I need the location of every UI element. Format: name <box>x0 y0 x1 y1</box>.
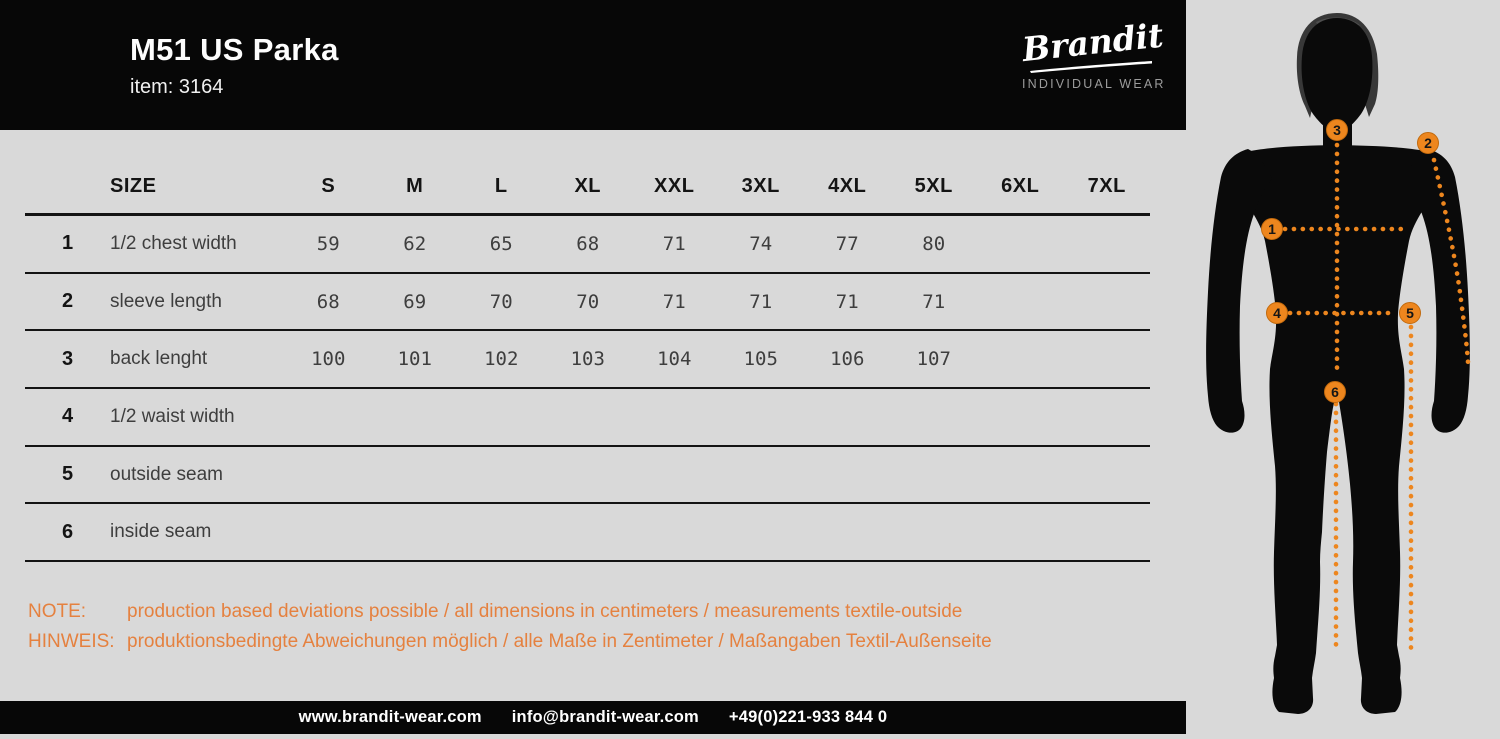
measure-marker-number: 6 <box>1331 384 1339 400</box>
measurement-value: 71 <box>749 290 773 313</box>
row-number: 3 <box>61 347 74 370</box>
measurement-figure <box>1180 0 1500 734</box>
measure-marker-number: 3 <box>1333 122 1341 138</box>
body-silhouette-diagram <box>1180 0 1500 734</box>
measurement-value: 68 <box>576 232 600 255</box>
row-number: 5 <box>61 463 74 486</box>
measurement-value: 69 <box>403 290 427 313</box>
brandit-tagline: INDIVIDUAL WEAR <box>1022 77 1166 91</box>
size-header-7xl: 7XL <box>1087 175 1126 197</box>
measurement-label: 1/2 waist width <box>110 405 235 427</box>
measurement-value: 59 <box>316 232 340 255</box>
measurement-value: 80 <box>922 232 946 255</box>
size-header-xxl: XXL <box>654 175 695 197</box>
measure-marker-number: 2 <box>1424 135 1432 151</box>
brandit-logo <box>1020 15 1166 91</box>
measure-marker-number: 4 <box>1273 305 1281 321</box>
measurement-value: 68 <box>316 290 340 313</box>
website-link[interactable]: www.brandit-wear.com <box>298 708 482 726</box>
table-row-1 <box>25 216 1150 274</box>
footer-bar <box>0 701 1186 734</box>
measurement-value: 106 <box>830 348 865 371</box>
size-table <box>25 160 1150 562</box>
row-number: 2 <box>61 290 74 313</box>
header-bar <box>0 0 1186 130</box>
measurement-label: sleeve length <box>110 290 222 312</box>
measurement-value: 65 <box>489 232 513 255</box>
note-text: production based deviations possible / all dimensions in centimeters / measurements textile-outside <box>127 601 963 622</box>
note-row-de <box>28 627 992 657</box>
size-header-xl: XL <box>574 175 602 197</box>
phone-number: +49(0)221-933 844 0 <box>728 708 888 726</box>
table-row-6 <box>25 504 1150 562</box>
title-block <box>130 32 339 99</box>
measurement-value: 71 <box>662 290 686 313</box>
measurement-value: 107 <box>916 348 951 371</box>
size-header-3xl: 3XL <box>741 175 780 197</box>
hinweis-label: HINWEIS: <box>28 631 115 652</box>
measurement-value: 100 <box>311 348 346 371</box>
table-row-4 <box>25 389 1150 447</box>
measurement-value: 71 <box>922 290 946 313</box>
table-row-5 <box>25 447 1150 505</box>
measurement-value: 104 <box>657 348 692 371</box>
measurement-label: 1/2 chest width <box>110 232 237 254</box>
measurement-value: 70 <box>489 290 513 313</box>
row-number: 1 <box>61 232 74 255</box>
measurement-label: outside seam <box>110 463 224 485</box>
size-table-header-row <box>25 160 1150 216</box>
measurement-label: back lenght <box>110 348 208 370</box>
page-title: M51 US Parka <box>130 32 339 67</box>
measurement-value: 70 <box>576 290 600 313</box>
size-header-6xl: 6XL <box>1001 175 1040 197</box>
size-table-body <box>25 216 1150 562</box>
size-header-m: M <box>406 175 424 197</box>
measurement-value: 62 <box>403 232 427 255</box>
note-row-en <box>28 597 992 627</box>
left-arm-shape <box>1206 149 1272 433</box>
notes-block <box>28 597 992 657</box>
note-label: NOTE: <box>28 601 87 622</box>
measurement-value: 101 <box>397 348 432 371</box>
measurement-label: inside seam <box>110 521 212 543</box>
measurement-value: 103 <box>570 348 605 371</box>
size-column-title: SIZE <box>110 175 157 197</box>
measurement-value: 71 <box>662 232 686 255</box>
item-number: item: 3164 <box>130 76 224 98</box>
measurement-value: 102 <box>484 348 519 371</box>
brandit-wordmark: Brandit <box>1020 15 1166 70</box>
size-header-4xl: 4XL <box>828 175 867 197</box>
hinweis-text: produktionsbedingte Abweichungen möglich / alle Maße in Zentimeter / Maßangaben Textil-Außenseite <box>127 631 992 652</box>
email-link[interactable]: info@brandit-wear.com <box>511 708 699 726</box>
measure-marker-number: 1 <box>1268 221 1276 237</box>
size-header-l: L <box>494 175 508 197</box>
size-header-5xl: 5XL <box>914 175 953 197</box>
row-number: 6 <box>61 520 74 543</box>
measure-marker-number: 5 <box>1406 305 1414 321</box>
table-row-2 <box>25 274 1150 332</box>
measurement-value: 77 <box>835 232 859 255</box>
measurement-value: 105 <box>743 348 778 371</box>
row-number: 4 <box>61 405 74 428</box>
measurement-value: 74 <box>749 232 773 255</box>
measurement-value: 71 <box>835 290 859 313</box>
table-row-3 <box>25 331 1150 389</box>
size-header-s: S <box>321 175 336 197</box>
